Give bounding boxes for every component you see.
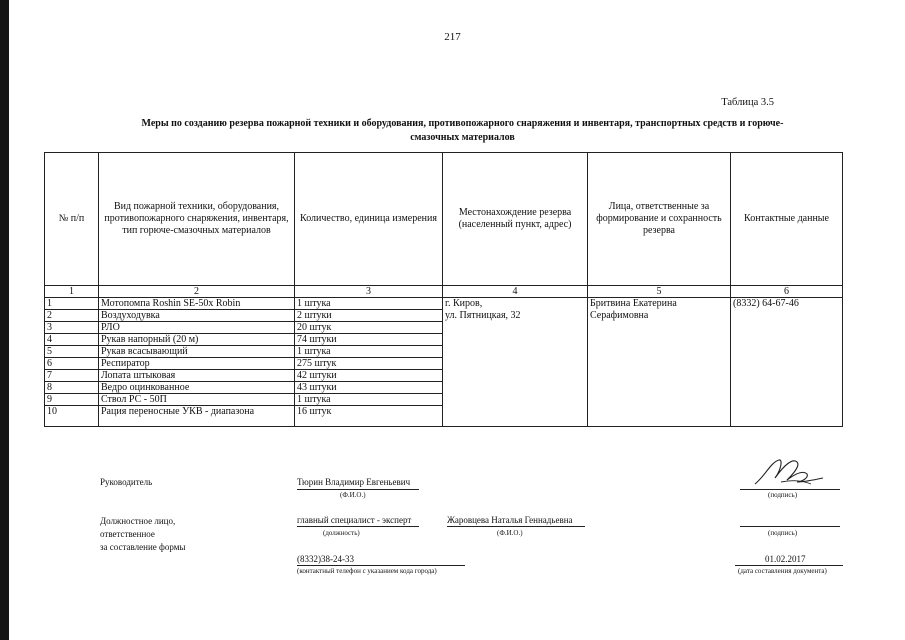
location-line-2: ул. Пятницкая, 32: [445, 310, 521, 321]
row-number: 1: [45, 298, 99, 310]
official-name-line: [447, 526, 585, 527]
official-position: главный специалист - эксперт: [297, 515, 412, 525]
row-number: 7: [45, 370, 99, 382]
row-item: Ведро оцинкованное: [99, 382, 295, 394]
head-signature-line: [740, 489, 840, 490]
row-number: 4: [45, 334, 99, 346]
fio-caption-2: (Ф.И.О.): [497, 529, 523, 537]
row-item: Лопата штыковая: [99, 370, 295, 382]
date-line: [735, 565, 843, 566]
row-quantity: 1 штука: [295, 298, 443, 310]
column-number: 3: [295, 286, 443, 298]
fio-caption: (Ф.И.О.): [340, 491, 366, 499]
table-reference: Таблица 3.5: [721, 97, 774, 108]
row-number: 2: [45, 310, 99, 322]
responsible-cell: [588, 298, 731, 427]
location-line-1: г. Киров,: [445, 298, 483, 309]
row-item: Мотопомпа Roshin SE-50x Robin: [99, 298, 295, 310]
official-phone: (8332)38-24-33: [297, 554, 354, 564]
signature-caption: (подпись): [768, 491, 798, 499]
row-quantity: 16 штук: [295, 406, 443, 427]
official-label-1: Должностное лицо,: [100, 516, 176, 526]
signature-mark: [751, 456, 826, 488]
row-quantity: 2 штуки: [295, 310, 443, 322]
column-number: 1: [45, 286, 99, 298]
row-item: Ствол РС - 50П: [99, 394, 295, 406]
phone-caption: (контактный телефон с указанием кода города): [297, 567, 437, 575]
row-item: Респиратор: [99, 358, 295, 370]
head-name-line: [297, 489, 419, 490]
header-item: Вид пожарной техники, оборудования, противопожарного снаряжения, инвентаря, тип горюче-смазочных материалов: [99, 153, 295, 286]
row-quantity: 20 штук: [295, 322, 443, 334]
column-number: 5: [588, 286, 731, 298]
location-cell: [443, 298, 588, 427]
reserve-table: [44, 152, 843, 427]
responsible-line-2: Серафимовна: [590, 310, 649, 321]
row-quantity: 74 штуки: [295, 334, 443, 346]
page-number: 217: [444, 31, 461, 43]
row-number: 5: [45, 346, 99, 358]
header-contacts: Контактные данные: [731, 153, 843, 286]
column-number: 4: [443, 286, 588, 298]
date-caption: (дата составления документа): [738, 567, 827, 575]
head-label: Руководитель: [100, 477, 153, 487]
column-number: 6: [731, 286, 843, 298]
header-quantity: Количество, единица измерения: [295, 153, 443, 286]
signature-caption-2: (подпись): [768, 529, 798, 537]
title-line-2: смазочных материалов: [410, 132, 515, 143]
official-position-line: [297, 526, 419, 527]
row-quantity: 43 штуки: [295, 382, 443, 394]
head-name: Тюрин Владимир Евгеньевич: [297, 477, 411, 487]
responsible-line-1: Бритвина Екатерина: [590, 298, 677, 309]
row-number: 9: [45, 394, 99, 406]
document-date: 01.02.2017: [765, 554, 806, 564]
column-number: 2: [99, 286, 295, 298]
row-item: Рация переносные УКВ - диапазона: [99, 406, 295, 427]
row-item: Рукав напорный (20 м): [99, 334, 295, 346]
row-item: Рукав всасывающий: [99, 346, 295, 358]
position-caption: (должность): [323, 529, 360, 537]
row-quantity: 275 штук: [295, 358, 443, 370]
phone-line: [297, 565, 465, 566]
row-number: 3: [45, 322, 99, 334]
contact-phone: (8332) 64-67-46: [733, 298, 799, 309]
row-number: 6: [45, 358, 99, 370]
row-quantity: 1 штука: [295, 394, 443, 406]
header-number: № п/п: [45, 153, 99, 286]
column-number-row: [45, 286, 843, 298]
row-item: РЛО: [99, 322, 295, 334]
document-title: [60, 117, 865, 145]
official-label-2: ответственное: [100, 529, 155, 539]
scan-edge: [0, 0, 9, 640]
contact-cell: [731, 298, 843, 427]
official-signature-line: [740, 526, 840, 527]
row-item: Воздуходувка: [99, 310, 295, 322]
row-number: 10: [45, 406, 99, 427]
row-number: 8: [45, 382, 99, 394]
official-label-3: за составление формы: [100, 542, 186, 552]
header-responsible: Лица, ответственные за формирование и сохранность резерва: [588, 153, 731, 286]
row-quantity: 1 штука: [295, 346, 443, 358]
official-name: Жаровцева Наталья Геннадьевна: [447, 515, 573, 525]
row-quantity: 42 штуки: [295, 370, 443, 382]
title-line-1: Меры по созданию резерва пожарной техники и оборудования, противопожарного снаряжения и инвентаря, транспортных средств и горюче-: [141, 118, 784, 129]
table-row: [45, 298, 843, 310]
header-location: Местонахождение резерва (населенный пункт, адрес): [443, 153, 588, 286]
